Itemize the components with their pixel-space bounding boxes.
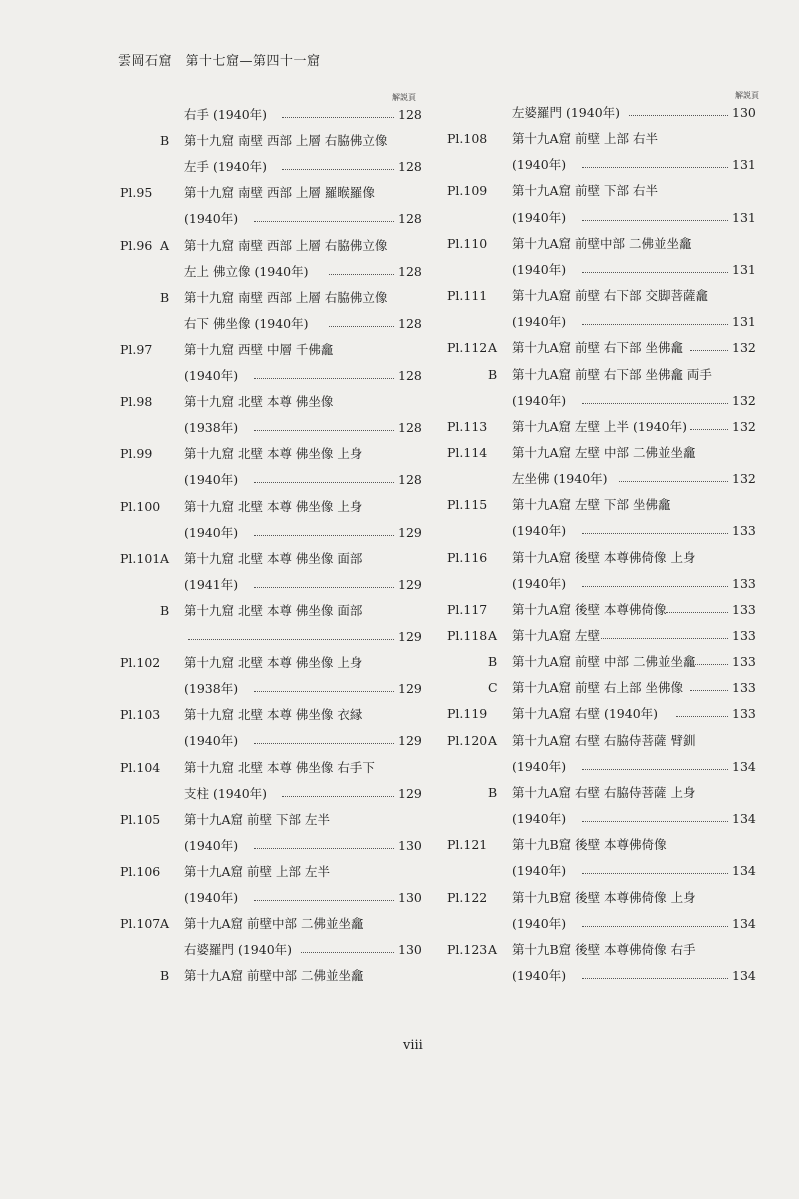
plate-subletter: B	[488, 784, 498, 800]
toc-line	[0, 889, 799, 907]
page-number: 131	[732, 209, 756, 225]
entry-title: 第十九A窟 左壁 上半 (1940年)	[512, 418, 690, 436]
page-number: 133	[732, 575, 756, 591]
toc-line	[0, 104, 799, 122]
page-header: 雲岡石窟 第十七窟—第四十一窟	[118, 54, 321, 69]
entry-title: 支柱 (1940年)	[184, 785, 270, 803]
toc-line	[0, 470, 799, 488]
entry-title: 第十九A窟 前壁 右下部 坐佛龕	[512, 339, 686, 357]
entry-title: 第十九窟 北壁 本尊 佛坐像 衣縁	[184, 706, 365, 724]
plate-number: Pl.101	[120, 550, 161, 566]
toc-line	[0, 418, 799, 436]
entry-title: 第十九A窟 前壁 下部 右半	[512, 182, 661, 200]
leader-dots	[582, 167, 728, 168]
leader-dots	[601, 638, 728, 639]
page-number: 132	[732, 392, 756, 408]
plate-number: Pl.120	[447, 732, 488, 748]
entry-title: 第十九B窟 後壁 本尊佛倚像 上身	[512, 889, 699, 907]
page-number: 134	[732, 758, 756, 774]
entry-title: (1940年)	[184, 732, 241, 750]
page-number: 133	[732, 601, 756, 617]
page-number: 133	[732, 680, 756, 696]
entry-title: 第十九窟 南壁 西部 上層 右脇佛立像	[184, 237, 390, 255]
page-number: 131	[732, 261, 756, 277]
page-number: 128	[398, 211, 422, 227]
page-number: 129	[398, 576, 422, 592]
entry-title: 第十九A窟 右壁 右脇侍菩薩 上身	[512, 784, 698, 802]
plate-subletter: A	[160, 550, 170, 566]
leader-dots	[690, 690, 728, 691]
page-number: 129	[398, 733, 422, 749]
entry-title: 第十九A窟 左壁 中部 二佛並坐龕	[512, 444, 698, 462]
entry-title: 第十九A窟 後壁 本尊佛倚像 上身	[512, 549, 698, 567]
leader-dots	[582, 586, 728, 587]
entry-title: 第十九B窟 後壁 本尊佛倚像 右手	[512, 941, 699, 959]
toc-line	[0, 575, 799, 593]
page-label-left: 解説頁	[392, 93, 416, 102]
page-number: 133	[732, 523, 756, 539]
toc-line	[0, 235, 799, 253]
entry-title: (1940年)	[512, 967, 569, 985]
toc-line	[0, 287, 799, 305]
plate-number: Pl.121	[447, 837, 488, 853]
leader-dots	[582, 220, 728, 221]
page-number: 128	[398, 420, 422, 436]
page-number: 128	[398, 107, 422, 122]
entry-title: 左上 佛立像 (1940年)	[184, 263, 312, 281]
plate-number: Pl.117	[447, 601, 488, 617]
page-number: 134	[732, 915, 756, 931]
page-number: 132	[732, 418, 756, 434]
entry-title: (1940年)	[512, 915, 569, 933]
plate-number: Pl.115	[447, 497, 488, 513]
plate-number: Pl.106	[120, 863, 161, 879]
entry-title: 第十九窟 北壁 本尊 佛坐像 面部	[184, 550, 365, 568]
entry-title: 第十九A窟 前壁中部 二佛並坐龕	[184, 915, 366, 933]
entry-title: 第十九窟 北壁 本尊 佛坐像 上身	[184, 654, 365, 672]
leader-dots	[582, 533, 728, 534]
page-number: 130	[398, 942, 422, 958]
toc-line	[0, 836, 799, 854]
plate-number: Pl.104	[120, 759, 161, 775]
page-number: 128	[398, 368, 422, 383]
page-number: 133	[732, 628, 756, 643]
page-number: 130	[398, 837, 422, 853]
plate-number: Pl.119	[447, 706, 488, 722]
leader-dots	[582, 324, 728, 325]
toc-line	[0, 653, 799, 671]
entry-title: 第十九A窟 前壁 右下部 坐佛龕 両手	[512, 366, 715, 384]
entry-title: 第十九A窟 前壁中部 二佛並坐龕	[184, 967, 366, 985]
entry-title: 第十九A窟 右壁 右脇侍菩薩 臂釧	[512, 732, 698, 750]
entry-title: 第十九A窟 左壁 下部 坐佛龕	[512, 496, 673, 514]
plate-subletter: B	[160, 133, 170, 149]
entry-title: 第十九窟 北壁 本尊 佛坐像 上身	[184, 498, 365, 516]
page-number: 128	[398, 159, 422, 175]
entry-title: (1940年)	[512, 313, 569, 331]
entry-title: (1940年)	[184, 471, 241, 489]
plate-number: Pl.100	[120, 498, 161, 514]
leader-dots	[690, 429, 728, 430]
toc-line	[0, 941, 799, 959]
entry-title: (1940年)	[512, 522, 569, 540]
entry-title: 第十九窟 西壁 中層 千佛龕	[184, 341, 336, 359]
entry-title: (1940年)	[184, 837, 241, 855]
entry-title: 右下 佛坐像 (1940年)	[184, 315, 312, 333]
page-number: 128	[398, 472, 422, 488]
toc-line	[0, 522, 799, 540]
entry-title: (1940年)	[512, 392, 569, 410]
entry-title: 第十九A窟 前壁 下部 左半	[184, 811, 333, 829]
toc-line	[0, 601, 799, 619]
page-number: 129	[398, 785, 422, 801]
plate-number: Pl.98	[120, 394, 153, 410]
plate-subletter: A	[488, 941, 498, 957]
entry-title: 左手 (1940年)	[184, 158, 270, 176]
plate-subletter: A	[160, 237, 170, 253]
page-number: 129	[398, 681, 422, 697]
plate-number: Pl.99	[120, 446, 153, 462]
leader-dots	[582, 873, 728, 874]
page-number: 132	[732, 471, 756, 487]
entry-title: 第十九窟 南壁 西部 上層 右脇佛立像	[184, 132, 390, 150]
page-number: 129	[398, 629, 422, 644]
toc-line	[0, 130, 799, 148]
toc-line	[0, 444, 799, 462]
leader-dots	[582, 978, 728, 979]
plate-subletter: B	[488, 366, 498, 382]
plate-number: Pl.105	[120, 811, 161, 827]
toc-line	[0, 549, 799, 567]
plate-subletter: C	[488, 680, 498, 696]
plate-number: Pl.113	[447, 418, 488, 434]
plate-number: Pl.103	[120, 707, 161, 723]
entry-title: 左婆羅門 (1940年)	[512, 104, 623, 122]
toc-line	[0, 496, 799, 514]
plate-subletter: B	[488, 654, 498, 670]
plate-number: Pl.110	[447, 235, 488, 251]
toc-line	[0, 392, 799, 410]
plate-number: Pl.114	[447, 444, 488, 460]
toc-line	[0, 705, 799, 723]
entry-title: 第十九A窟 前壁 右下部 交脚菩薩龕	[512, 287, 711, 305]
toc-line	[0, 784, 799, 802]
page-number: 128	[398, 263, 422, 279]
entry-title: 第十九A窟 前壁 上部 右半	[512, 130, 661, 148]
toc-line	[0, 261, 799, 279]
toc-line	[0, 366, 799, 384]
plate-number: Pl.112	[447, 340, 488, 356]
plate-number: Pl.123	[447, 941, 488, 957]
entry-title: (1940年)	[184, 210, 241, 228]
plate-number: Pl.111	[447, 288, 488, 304]
page-number: 130	[732, 105, 756, 120]
page-number: 134	[732, 967, 756, 983]
leader-dots	[582, 926, 728, 927]
leader-dots	[690, 350, 728, 351]
plate-number: Pl.109	[447, 183, 488, 199]
page-number: 133	[732, 654, 756, 670]
entry-title: 第十九A窟 前壁 上部 左半	[184, 863, 333, 881]
page-number: 131	[732, 157, 756, 173]
plate-number: Pl.118	[447, 628, 488, 643]
entry-title: 右婆羅門 (1940年)	[184, 941, 295, 959]
entry-title: (1940年)	[512, 758, 569, 776]
entry-title: 第十九窟 北壁 本尊 佛坐像 上身	[184, 445, 365, 463]
toc-line	[0, 967, 799, 985]
entry-title: 第十九B窟 後壁 本尊佛倚像	[512, 836, 670, 854]
leader-dots	[619, 481, 728, 482]
toc-line	[0, 732, 799, 750]
page-number: 134	[732, 863, 756, 879]
entry-title: (1940年)	[184, 524, 241, 542]
toc-line	[0, 182, 799, 200]
page-number: 130	[398, 890, 422, 905]
folio: viii	[403, 1038, 423, 1053]
entry-title: 第十九A窟 後壁 本尊佛倚像	[512, 601, 669, 619]
entry-title: (1940年)	[512, 862, 569, 880]
plate-number: Pl.116	[447, 549, 488, 565]
entry-title: (1940年)	[512, 261, 569, 279]
leader-dots	[582, 272, 728, 273]
page-number: 131	[732, 314, 756, 330]
entry-title: 第十九A窟 前壁 右上部 坐佛像	[512, 679, 686, 697]
entry-title: 第十九A窟 左壁	[512, 627, 603, 645]
leader-dots	[629, 115, 728, 116]
entry-title: (1940年)	[512, 156, 569, 174]
entry-title: (1940年)	[512, 810, 569, 828]
entry-title: 第十九A窟 前壁 中部 二佛並坐龕	[512, 653, 698, 671]
entry-title: 右手 (1940年)	[184, 106, 270, 124]
page-number: 133	[732, 706, 756, 722]
leader-dots	[582, 403, 728, 404]
page-number: 132	[732, 340, 756, 356]
leader-dots	[690, 664, 728, 665]
entry-title: 第十九窟 南壁 西部 上層 右脇佛立像	[184, 289, 390, 307]
entry-title: (1940年)	[184, 889, 241, 907]
toc-line	[0, 209, 799, 227]
plate-subletter: B	[160, 602, 170, 618]
toc-line	[0, 915, 799, 933]
entry-title: (1938年)	[184, 419, 241, 437]
entry-title: 左坐佛 (1940年)	[512, 470, 611, 488]
plate-number: Pl.108	[447, 131, 488, 147]
page-label-right: 解説頁	[735, 91, 759, 100]
plate-subletter: A	[488, 628, 498, 643]
page-number: 134	[732, 811, 756, 827]
toc-line	[0, 156, 799, 174]
toc-line	[0, 313, 799, 331]
plate-subletter: A	[160, 916, 170, 932]
toc-line	[0, 758, 799, 776]
page-number: 128	[398, 315, 422, 331]
leader-dots	[666, 612, 728, 613]
entry-title: (1940年)	[512, 209, 569, 227]
toc-line	[0, 862, 799, 880]
toc-line	[0, 679, 799, 697]
plate-subletter: A	[488, 732, 498, 748]
entry-title: (1940年)	[512, 575, 569, 593]
plate-number: Pl.102	[120, 655, 161, 671]
leader-dots	[582, 821, 728, 822]
entry-title: 第十九A窟 前壁中部 二佛並坐龕	[512, 235, 694, 253]
plate-number: Pl.97	[120, 341, 153, 357]
entry-title: 第十九窟 北壁 本尊 佛坐像 右手下	[184, 759, 378, 777]
page-number: 129	[398, 524, 422, 540]
entry-title: 第十九A窟 右壁 (1940年)	[512, 705, 661, 723]
plate-subletter: B	[160, 968, 170, 984]
plate-number: Pl.122	[447, 889, 488, 905]
toc-line	[0, 339, 799, 357]
toc-line	[0, 627, 799, 645]
plate-subletter: A	[488, 340, 498, 356]
plate-number: Pl.107	[120, 916, 161, 932]
plate-number: Pl.95	[120, 185, 153, 201]
leader-dots	[582, 769, 728, 770]
entry-title: (1940年)	[184, 367, 241, 385]
entry-title: (1941年)	[184, 576, 241, 594]
plate-number: Pl.96	[120, 237, 153, 253]
entry-title: 第十九窟 北壁 本尊 佛坐像 面部	[184, 602, 365, 620]
plate-subletter: B	[160, 289, 170, 305]
entry-title: 第十九窟 北壁 本尊 佛坐像	[184, 393, 336, 411]
entry-title: 第十九窟 南壁 西部 上層 羅睺羅像	[184, 184, 378, 202]
leader-dots	[676, 716, 728, 717]
entry-title: (1938年)	[184, 680, 241, 698]
toc-line	[0, 810, 799, 828]
